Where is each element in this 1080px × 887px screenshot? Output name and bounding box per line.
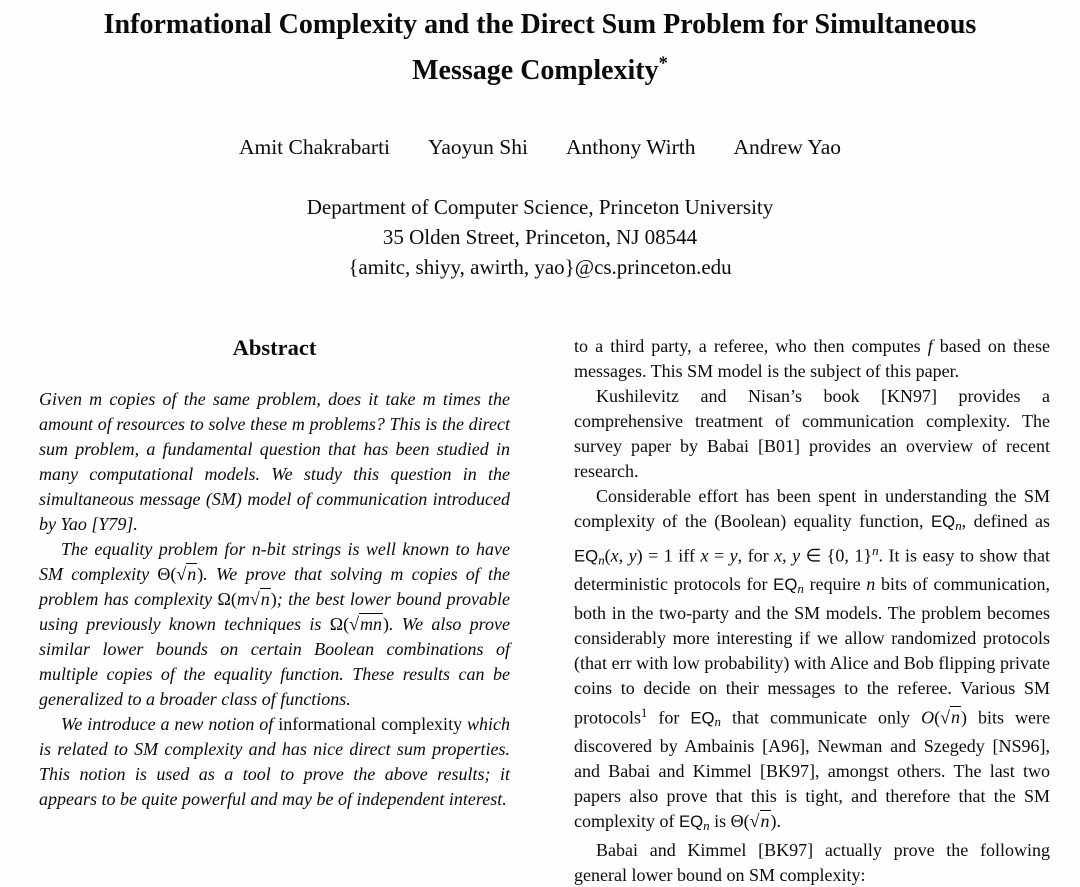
text-segment: x [700,545,709,566]
text-segment: Ω( [217,589,237,610]
text-segment: n [955,518,962,533]
text-segment: Ω( [329,614,350,635]
paragraph: We introduce a new notion of informational complexity which is related to SM complexity and has nice direct sum properties. This notion is used as a tool to prove the above results; it appears to be quite powerful and may be of independent interest. [39,714,510,810]
text-segment: y [792,545,801,566]
text-segment: ) [270,589,277,610]
sqrt-expression: √mn [349,614,382,635]
paragraph: Babai and Kimmel [BK97] actually prove the following general lower bound on SM complexity: [574,840,1050,886]
text-segment: x [610,545,619,566]
title-line-1 [0,6,1080,44]
abstract-body [39,387,510,812]
paragraph: Given m copies of the same problem, does it take m times the amount of resources to solve these m problems? This is the direct sum problem, a fundamental question that has been studied in many computational models. We study this question in the simultaneous message (SM) model of communication introduced by Yao [Y79]. [39,389,510,535]
text-segment: O [921,707,935,728]
text-segment: EQ [574,546,599,566]
text-segment: ) [382,614,389,635]
left-column [39,334,510,887]
sqrt-expression: √n [940,707,960,728]
text-segment: informational complexity [278,714,463,735]
affiliation-line: {amitc, shiyy, awirth, yao}@cs.princeton.edu [348,255,732,280]
paragraph: Considerable effort has been spent in understanding the SM complexity of the (Boolean) equality function, EQn, defined as EQn(x, y) = 1 iff x = y, for x, y ∈ {0, 1}$^n$. It is easy to show that deterministic protocols for EQn require n bits of communication, both in the two-party and the SM models. The problem becomes considerably more interesting if we allow randomized protocols (that err with low probability) with Alice and Bob flipping private coins to decide on their messages to the referee. Various SM protocols$^1$ for EQn that communicate only O(√n) bits were discovered by Ambainis [A96], Newman and Szegedy [NS96], and Babai and Kimmel [BK97], amongst others. The last two papers also prove that this is tight, and therefore that the SM complexity of EQn is Θ(√n). [574,486,1051,834]
text-segment: 1 [641,706,648,721]
author-name: Amit Chakrabarti [238,135,391,160]
text-segment: y [628,545,637,566]
text-segment: EQ [773,575,798,595]
sqrt-expression: √n [176,564,197,585]
title-line-1-text: Informational Complexity and the Direct Sum Problem for Simultaneous [103,9,977,40]
paragraph: The equality problem for n-bit strings is well known to have SM complexity Θ(√n). We prove that solving m copies of the problem has complexity Ω(m√n); the best lower bound provable using previously known techniques is Ω(√mn). We also prove similar lower bounds on certain Boolean combinations of multiple copies of the equality function. These results can be generalized to a broader class of functions. [39,539,510,710]
text-segment: ) [197,564,204,585]
affiliation-line: 35 Olden Street, Princeton, NJ 08544 [382,225,698,250]
paragraph: Kushilevitz and Nisan’s book [KN97] provides a comprehensive treatment of communication complexity. The survey paper by Babai [B01] provides an overview of recent research. [574,386,1050,482]
text-segment: EQ [931,512,956,532]
text-segment: y [729,545,738,566]
text-segment: n [866,574,876,595]
text-segment: EQ [690,708,715,728]
text-segment: m [236,589,250,610]
title-line-2 [0,44,1080,90]
abstract-heading: Abstract [232,335,317,361]
sqrt-expression: √n [749,811,770,832]
text-segment: Θ( [157,564,177,585]
title-footnote-mark: * [658,53,668,73]
sqrt-expression: √n [249,589,270,610]
author-name: Anthony Wirth [566,135,696,160]
title-line-2-text: Message Complexity [412,55,659,87]
text-segment: EQ [678,812,704,832]
text-segment: n [703,818,710,834]
text-segment: n [598,552,605,568]
affiliation-block [0,192,1080,282]
paragraph: to a third party, a referee, who then computes f based on these messages. This SM model is the subject of this paper. [574,336,1050,382]
paper-title [0,0,1080,90]
text-segment: f [927,336,933,357]
author-name: Andrew Yao [733,135,842,160]
text-segment: n [797,581,804,597]
text-segment: n [714,714,722,730]
text-segment: x [774,545,783,566]
affiliation-line: Department of Computer Science, Princeton University [306,195,774,220]
text-segment: n [872,543,879,558]
two-column-body [39,334,1050,887]
author-name: Yaoyun Shi [428,135,528,160]
authors-row [0,135,1080,160]
right-column [574,334,1050,887]
